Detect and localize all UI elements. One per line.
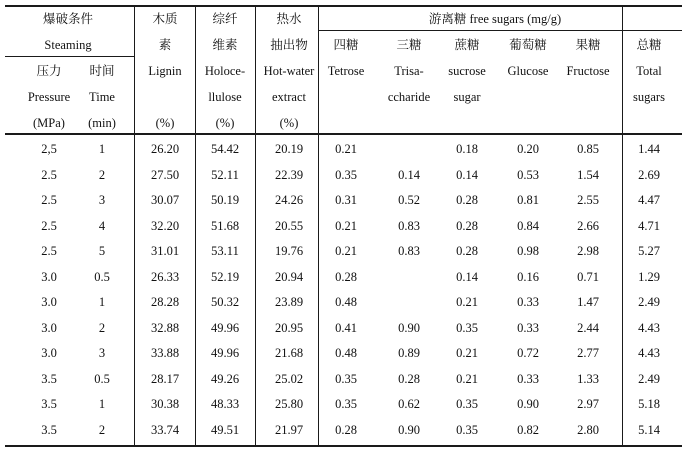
- table-cell: 2.97: [577, 397, 599, 411]
- table-cell: 0.35: [335, 168, 357, 182]
- table-cell: 1.54: [577, 168, 599, 182]
- table-cell: 2.66: [577, 219, 599, 233]
- free-sugars-rule: [318, 30, 682, 31]
- table-cell: 0.81: [517, 193, 539, 207]
- table-cell: 0.71: [577, 270, 599, 284]
- table-cell: 2.80: [577, 423, 599, 437]
- table-cell: 2: [98, 321, 106, 335]
- column-header-7: sucrose: [448, 64, 486, 78]
- column-header-5: Tetrose: [327, 64, 365, 78]
- table-cell: 20.94: [274, 270, 304, 284]
- table-cell: 21.97: [274, 423, 304, 437]
- table-cell: 0.33: [517, 295, 539, 309]
- table-cell: 49.96: [210, 321, 240, 335]
- table-cell: 0.21: [456, 295, 478, 309]
- table-cell: 0.14: [398, 168, 420, 182]
- table-cell: 24.26: [274, 193, 304, 207]
- column-header-6: 三糖: [396, 38, 422, 52]
- table-cell: 4: [98, 219, 106, 233]
- table-cell: 3.5: [41, 423, 57, 437]
- table-cell: 54.42: [210, 142, 240, 156]
- column-header-7: sugar: [453, 90, 481, 104]
- table-cell: 0.28: [456, 193, 478, 207]
- table-cell: 31.01: [150, 244, 180, 258]
- table-cell: 5: [98, 244, 106, 258]
- table-cell: 2.55: [577, 193, 599, 207]
- column-header-4: 热水: [276, 12, 302, 26]
- table-cell: 0.35: [456, 423, 478, 437]
- table-cell: 50.19: [210, 193, 240, 207]
- table-cell: 2.5: [41, 244, 57, 258]
- table-cell: 49.26: [210, 372, 240, 386]
- table-cell: 25.80: [274, 397, 304, 411]
- table-cell: 1.29: [638, 270, 660, 284]
- column-header-1: Time: [89, 90, 115, 104]
- column-header-6: Trisa-: [394, 64, 424, 78]
- column-header-9: 果糖: [575, 38, 601, 52]
- table-cell: 0.28: [456, 244, 478, 258]
- table-cell: 3.0: [41, 270, 57, 284]
- table-cell: 2.77: [577, 346, 599, 360]
- table-cell: 0.5: [94, 270, 110, 284]
- table-cell: 33.74: [150, 423, 180, 437]
- table-cell: 1.44: [638, 142, 660, 156]
- table-cell: 2: [98, 168, 106, 182]
- steaming-label-zh: 爆破条件: [42, 12, 94, 26]
- column-divider: [318, 5, 319, 447]
- table-cell: 5.18: [638, 397, 660, 411]
- table-cell: 2.98: [577, 244, 599, 258]
- table-cell: 0.20: [517, 142, 539, 156]
- column-header-4: extract: [271, 90, 307, 104]
- table-cell: 49.96: [210, 346, 240, 360]
- table-cell: 27.50: [150, 168, 180, 182]
- column-header-2: 木质: [152, 12, 178, 26]
- table-cell: 22.39: [274, 168, 304, 182]
- table-cell: 0.5: [94, 372, 110, 386]
- header-bottom-rule: [5, 133, 682, 135]
- column-header-0: (MPa): [33, 116, 65, 130]
- table-cell: 0.90: [398, 321, 420, 335]
- table-cell: 3.0: [41, 295, 57, 309]
- column-header-4: 抽出物: [270, 38, 308, 52]
- column-header-0: 压力: [36, 64, 62, 78]
- table-cell: 0.16: [517, 270, 539, 284]
- steaming-label-en: Steaming: [44, 38, 92, 52]
- table-cell: 49.51: [210, 423, 240, 437]
- column-header-8: Glucose: [507, 64, 549, 78]
- table-cell: 19.76: [274, 244, 304, 258]
- table-cell: 3: [98, 346, 106, 360]
- table-cell: 0.62: [398, 397, 420, 411]
- column-header-6: ccharide: [387, 90, 431, 104]
- table-cell: 0.35: [456, 397, 478, 411]
- table-cell: 52.11: [211, 168, 239, 182]
- table-cell: 0.21: [335, 219, 357, 233]
- column-divider: [255, 5, 256, 447]
- table-cell: 4.47: [638, 193, 660, 207]
- table-cell: 2: [98, 423, 106, 437]
- table-cell: 0.72: [517, 346, 539, 360]
- table-cell: 0.84: [517, 219, 539, 233]
- table-cell: 0.31: [335, 193, 357, 207]
- table-cell: 4.43: [638, 321, 660, 335]
- table-cell: 23.89: [274, 295, 304, 309]
- table-cell: 0.83: [398, 219, 420, 233]
- table-cell: 0.90: [517, 397, 539, 411]
- table-cell: 20.19: [274, 142, 304, 156]
- column-header-3: (%): [215, 116, 235, 130]
- steaming-subrule: [5, 56, 134, 57]
- column-header-4: (%): [279, 116, 299, 130]
- table-cell: 1.33: [577, 372, 599, 386]
- table-cell: 0.28: [398, 372, 420, 386]
- column-header-0: Pressure: [27, 90, 71, 104]
- table-cell: 30.07: [150, 193, 180, 207]
- table-cell: 30.38: [150, 397, 180, 411]
- table-cell: 50.32: [210, 295, 240, 309]
- table-cell: 4.71: [638, 219, 660, 233]
- table-cell: 26.20: [150, 142, 180, 156]
- column-header-3: Holoce-: [204, 64, 246, 78]
- table-cell: 3.0: [41, 346, 57, 360]
- column-header-10: Total: [636, 64, 662, 78]
- table-cell: 1: [98, 142, 106, 156]
- column-header-3: 综纤: [212, 12, 238, 26]
- table-cell: 0.18: [456, 142, 478, 156]
- table-cell: 0.90: [398, 423, 420, 437]
- table-cell: 0.21: [335, 244, 357, 258]
- table-cell: 0.35: [456, 321, 478, 335]
- table-cell: 0.82: [517, 423, 539, 437]
- table-cell: 4.43: [638, 346, 660, 360]
- column-header-7: 蔗糖: [454, 38, 480, 52]
- table-cell: 25.02: [274, 372, 304, 386]
- table-cell: 0.21: [456, 346, 478, 360]
- table-cell: 21.68: [274, 346, 304, 360]
- table-cell: 32.20: [150, 219, 180, 233]
- column-divider: [622, 5, 623, 447]
- column-header-5: 四糖: [333, 38, 359, 52]
- column-header-3: llulose: [208, 90, 242, 104]
- table-cell: 32.88: [150, 321, 180, 335]
- table-cell: 0.28: [335, 423, 357, 437]
- table-cell: 2.44: [577, 321, 599, 335]
- column-header-1: (min): [88, 116, 116, 130]
- free-sugars-label: 游离糖 free sugars (mg/g): [428, 12, 562, 26]
- table-cell: 0.33: [517, 321, 539, 335]
- table-cell: 26.33: [150, 270, 180, 284]
- column-header-4: Hot-water: [263, 64, 315, 78]
- column-header-1: 时间: [89, 64, 115, 78]
- column-header-2: 素: [158, 38, 172, 52]
- table-cell: 0.83: [398, 244, 420, 258]
- column-header-8: 葡萄糖: [509, 38, 547, 52]
- table-cell: 28.17: [150, 372, 180, 386]
- column-header-2: Lignin: [148, 64, 182, 78]
- top-rule: [5, 5, 682, 7]
- table-cell: 3.0: [41, 321, 57, 335]
- table-cell: 0.35: [335, 397, 357, 411]
- table-cell: 48.33: [210, 397, 240, 411]
- column-header-2: (%): [155, 116, 175, 130]
- table-cell: 2.49: [638, 372, 660, 386]
- table-cell: 0.21: [456, 372, 478, 386]
- table-cell: 53.11: [211, 244, 239, 258]
- column-header-10: sugars: [633, 90, 665, 104]
- bottom-rule: [5, 445, 682, 447]
- table-cell: 0.14: [456, 270, 478, 284]
- table-cell: 2.49: [638, 295, 660, 309]
- table-cell: 1: [98, 397, 106, 411]
- table-cell: 20.95: [274, 321, 304, 335]
- table-cell: 5.27: [638, 244, 660, 258]
- table-cell: 0.53: [517, 168, 539, 182]
- table-cell: 2.5: [41, 193, 57, 207]
- column-header-10: 总糖: [636, 38, 662, 52]
- table-cell: 0.28: [456, 219, 478, 233]
- table-cell: 0.89: [398, 346, 420, 360]
- table-cell: 0.98: [517, 244, 539, 258]
- table-cell: 0.35: [335, 372, 357, 386]
- table-cell: 20.55: [274, 219, 304, 233]
- table-cell: 0.41: [335, 321, 357, 335]
- column-header-9: Fructose: [566, 64, 610, 78]
- table-cell: 28.28: [150, 295, 180, 309]
- table-cell: 52.19: [210, 270, 240, 284]
- table-cell: 3.5: [41, 372, 57, 386]
- table-cell: 2.5: [41, 219, 57, 233]
- table-cell: 0.28: [335, 270, 357, 284]
- table-cell: 0.14: [456, 168, 478, 182]
- table-cell: 3: [98, 193, 106, 207]
- table-cell: 0.33: [517, 372, 539, 386]
- table-cell: 1: [98, 295, 106, 309]
- table-cell: 2.69: [638, 168, 660, 182]
- table-cell: 3.5: [41, 397, 57, 411]
- table-cell: 0.85: [577, 142, 599, 156]
- column-divider: [195, 5, 196, 447]
- table-cell: 2,5: [41, 142, 57, 156]
- table-cell: 0.21: [335, 142, 357, 156]
- table-cell: 2.5: [41, 168, 57, 182]
- table-cell: 0.52: [398, 193, 420, 207]
- table-cell: 0.48: [335, 346, 357, 360]
- table-cell: 33.88: [150, 346, 180, 360]
- table-cell: 51.68: [210, 219, 240, 233]
- column-header-3: 维素: [212, 38, 238, 52]
- table-cell: 5.14: [638, 423, 660, 437]
- table-cell: 1.47: [577, 295, 599, 309]
- table-cell: 0.48: [335, 295, 357, 309]
- column-divider: [134, 5, 135, 447]
